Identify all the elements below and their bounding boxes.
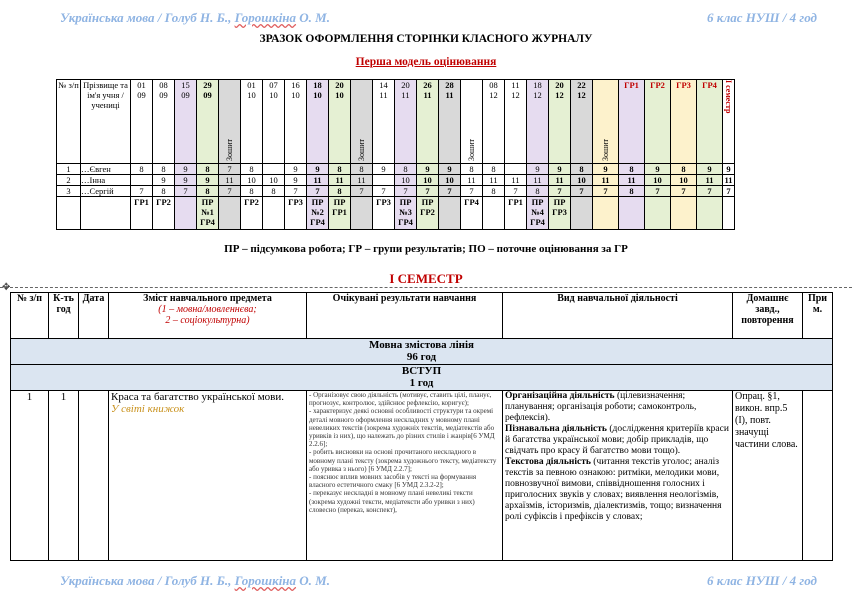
activity-desc: (читання текстів уголос; аналіз текстів за певною ознакою: ритміки, мелодики мови, повнозвучної вимови, співвідношення голосних і приголосних звуків у словах; виявлення неологізмів, архаїзмів, історизмів, діалектизмів, тощо; визначення ролі суфіксів і префіксів у словах; bbox=[505, 457, 722, 522]
legend: ПР – підсумкова робота; ГР – групи результатів; ПО – поточне оцінювання за ГР bbox=[224, 243, 628, 255]
work-label: ГР4 bbox=[464, 197, 479, 207]
dashed-divider bbox=[0, 287, 852, 288]
student-mark: 11 bbox=[483, 175, 505, 186]
work-label: ГР2 bbox=[244, 197, 259, 207]
work-label: ПР bbox=[201, 197, 214, 207]
work-label: №2 bbox=[311, 207, 324, 217]
student-mark: 8 bbox=[263, 186, 285, 197]
journal-date-header bbox=[153, 80, 175, 164]
work-label: ПР bbox=[421, 197, 434, 207]
student-mark: 7 bbox=[285, 186, 307, 197]
student-mark: 9 bbox=[723, 164, 735, 175]
student-mark: 9 bbox=[373, 164, 395, 175]
activity-type: Організаційна діяльність bbox=[505, 391, 615, 401]
work-label: ГР3 bbox=[288, 197, 303, 207]
date-month: 09 bbox=[203, 90, 212, 100]
student-mark: 9 bbox=[153, 175, 175, 186]
student-mark: 7 bbox=[439, 186, 461, 197]
student-mark: 9 bbox=[593, 164, 619, 175]
footer-left: Українська мова / Голуб Н. Б., Горошкіна О. М. bbox=[60, 573, 330, 588]
journal-date-header bbox=[723, 80, 735, 164]
student-mark: 7 bbox=[351, 186, 373, 197]
date-month: 12 bbox=[533, 90, 542, 100]
student-mark: 9 bbox=[417, 164, 439, 175]
zoshyt-label: Зошит bbox=[600, 139, 610, 161]
col-date: Дата bbox=[79, 293, 109, 339]
journal-work-cell bbox=[671, 197, 697, 230]
col-activity: Вид навчальної діяльності bbox=[503, 293, 733, 339]
date-day: 11 bbox=[511, 80, 520, 90]
student-mark: 11 bbox=[724, 175, 733, 185]
row-date bbox=[79, 391, 109, 561]
journal-date-header bbox=[697, 80, 723, 164]
journal-work-cell bbox=[307, 197, 329, 230]
journal-date-header bbox=[417, 80, 439, 164]
journal-work-cell bbox=[417, 197, 439, 230]
student-mark: 11 bbox=[461, 175, 483, 186]
journal-work-cell bbox=[395, 197, 417, 230]
student-mark: 8 bbox=[241, 186, 263, 197]
student-mark: 7 bbox=[461, 186, 483, 197]
activity-item bbox=[505, 457, 730, 523]
student-mark: 7 bbox=[593, 186, 619, 197]
student-num: 3 bbox=[57, 186, 81, 197]
header-left: Українська мова / Голуб Н. Б., Горошкіна О. М. bbox=[60, 10, 330, 25]
journal-work-cell bbox=[175, 197, 197, 230]
student-mark: 9 bbox=[697, 164, 723, 175]
student-mark: 7 bbox=[645, 186, 671, 197]
journal-work-cell bbox=[461, 197, 483, 230]
journal-work-cell bbox=[439, 197, 461, 230]
work-label: ГР1 bbox=[332, 207, 347, 217]
outcome-item: - Організовує свою діяльність (мотивує, ставить цілі, планує, прогнозує, контролює, здійснює рефлексію, коригує); bbox=[309, 391, 492, 408]
journal-date-header bbox=[461, 80, 483, 164]
student-mark: 9 bbox=[549, 164, 571, 175]
journal-date-header bbox=[197, 80, 219, 164]
date-day: 29 bbox=[203, 80, 212, 90]
work-label: ГР1 bbox=[508, 197, 523, 207]
date-month: 10 bbox=[335, 90, 344, 100]
date-month: 11 bbox=[379, 90, 388, 100]
journal-date-header bbox=[351, 80, 373, 164]
student-mark: 7 bbox=[395, 186, 417, 197]
date-month: 12 bbox=[555, 90, 564, 100]
date-day: 28 bbox=[445, 80, 454, 90]
group-header: ГР1 bbox=[624, 80, 639, 90]
zoshyt-label: Зошит bbox=[224, 139, 234, 161]
date-month: 11 bbox=[401, 90, 410, 100]
student-mark: 10 bbox=[571, 175, 593, 186]
student-mark: 7 bbox=[671, 186, 697, 197]
journal-work-cell bbox=[549, 197, 571, 230]
student-mark: 11 bbox=[697, 175, 723, 186]
header-right: 6 клас НУШ / 4 год bbox=[706, 10, 817, 25]
journal-date-header bbox=[373, 80, 395, 164]
journal-work-cell bbox=[593, 197, 619, 230]
work-label: ПР bbox=[399, 197, 412, 207]
student-mark: 9 bbox=[307, 164, 329, 175]
date-day: 18 bbox=[313, 80, 322, 90]
date-month: 10 bbox=[291, 90, 300, 100]
student-mark: 8 bbox=[527, 186, 549, 197]
student-mark bbox=[131, 175, 153, 186]
student-num: 2 bbox=[57, 175, 81, 186]
date-month: 10 bbox=[247, 90, 256, 100]
student-mark: 10 bbox=[395, 175, 417, 186]
activity-item bbox=[505, 391, 730, 424]
activity-type: Пізнавальна діяльність bbox=[505, 424, 607, 434]
journal-date-header bbox=[593, 80, 619, 164]
journal-work-cell bbox=[619, 197, 645, 230]
student-name: …Інна bbox=[81, 175, 131, 186]
student-mark: 11 bbox=[527, 175, 549, 186]
student-mark: 11 bbox=[619, 175, 645, 186]
line-band: Мовна змістова лінія 96 год bbox=[11, 339, 833, 365]
student-mark: 7 bbox=[549, 186, 571, 197]
student-mark: 9 bbox=[439, 164, 461, 175]
journal-date-header bbox=[307, 80, 329, 164]
work-label: ГР3 bbox=[552, 207, 567, 217]
journal-date-header bbox=[219, 80, 241, 164]
col-content: Зміст навчального предмета (1 – мовна/мовленнєва; 2 – соціокультурна) bbox=[109, 293, 307, 339]
date-month: 09 bbox=[181, 90, 190, 100]
student-mark: 10 bbox=[263, 175, 285, 186]
journal-work-cell bbox=[131, 197, 153, 230]
journal-work-cell bbox=[351, 197, 373, 230]
date-month: 12 bbox=[489, 90, 498, 100]
work-label: ГР4 bbox=[200, 217, 215, 227]
work-label: ГР4 bbox=[310, 217, 325, 227]
date-month: 12 bbox=[511, 90, 520, 100]
move-handle-icon[interactable]: ✥ bbox=[2, 282, 11, 293]
journal-date-header bbox=[483, 80, 505, 164]
student-mark: 8 bbox=[153, 186, 175, 197]
work-label: ПР bbox=[553, 197, 566, 207]
date-month: 09 bbox=[137, 90, 146, 100]
outcome-item: - робить висновки на основі прочитаного нескладного в мовному плані тексту (зокрема художнього тексту, медіатексту або уривка з нього) [6 УМД 2.2.7]; bbox=[309, 448, 497, 473]
student-mark bbox=[505, 164, 527, 175]
student-mark: 7 bbox=[219, 164, 241, 175]
work-label: ГР1 bbox=[134, 197, 149, 207]
intro-band: ВСТУП 1 год bbox=[11, 365, 833, 391]
work-label: ГР2 bbox=[420, 207, 435, 217]
student-mark: 9 bbox=[285, 175, 307, 186]
student-mark: 9 bbox=[175, 164, 197, 175]
student-mark: 11 bbox=[505, 175, 527, 186]
date-month: 09 bbox=[159, 90, 168, 100]
journal-date-header bbox=[527, 80, 549, 164]
date-day: 20 bbox=[335, 80, 344, 90]
student-mark: 10 bbox=[439, 175, 461, 186]
date-day: 01 bbox=[137, 80, 146, 90]
journal-date-header bbox=[619, 80, 645, 164]
bottom-empty bbox=[81, 197, 131, 230]
student-mark: 8 bbox=[483, 186, 505, 197]
student-mark: 8 bbox=[483, 164, 505, 175]
outcome-item: - переказує нескладні в мовному плані невеликі тексти (зокрема художні тексти, медіатексти або уривки з них) словесно (переказ, конспект), bbox=[309, 489, 475, 514]
date-month: 11 bbox=[445, 90, 454, 100]
date-month: 10 bbox=[269, 90, 278, 100]
page-header bbox=[0, 6, 852, 28]
student-mark: 7 bbox=[307, 186, 329, 197]
student-mark: 7 bbox=[373, 186, 395, 197]
date-day: 20 bbox=[555, 80, 564, 90]
student-mark: 8 bbox=[461, 164, 483, 175]
work-label: ГР4 bbox=[398, 217, 413, 227]
journal-work-cell bbox=[505, 197, 527, 230]
journal-date-header bbox=[241, 80, 263, 164]
journal-date-header bbox=[395, 80, 417, 164]
student-mark bbox=[373, 175, 395, 186]
student-mark bbox=[263, 164, 285, 175]
semester-title: І СЕМЕСТР bbox=[389, 271, 463, 286]
student-name: …Євген bbox=[81, 164, 131, 175]
activity-type: Текстова діяльність bbox=[505, 457, 591, 467]
row-outcomes bbox=[307, 391, 503, 561]
activity-desc: (цілевизначення; планування; організація роботи; самоконтроль, рефлексія). bbox=[505, 391, 697, 423]
student-mark: 7 bbox=[417, 186, 439, 197]
bottom-empty bbox=[57, 197, 81, 230]
journal-date-header bbox=[263, 80, 285, 164]
zoshyt-label: Зошит bbox=[356, 139, 366, 161]
date-day: 01 bbox=[247, 80, 256, 90]
semester-vertical-label: І семестр bbox=[724, 80, 733, 114]
student-mark: 8 bbox=[329, 186, 351, 197]
student-mark: 7 bbox=[219, 186, 241, 197]
work-label: ГР2 bbox=[156, 197, 171, 207]
work-label: №4 bbox=[531, 207, 544, 217]
student-mark: 7 bbox=[723, 186, 735, 197]
journal-work-cell bbox=[527, 197, 549, 230]
row-note bbox=[803, 391, 833, 561]
student-mark: 9 bbox=[645, 164, 671, 175]
student-mark: 7 bbox=[571, 186, 593, 197]
student-name: …Сергій bbox=[81, 186, 131, 197]
col-num: № з/п bbox=[11, 293, 49, 339]
work-label: ГР3 bbox=[376, 197, 391, 207]
student-mark: 8 bbox=[197, 186, 219, 197]
student-mark: 11 bbox=[307, 175, 329, 186]
zoshyt-label: Зошит bbox=[466, 139, 476, 161]
journal-work-cell bbox=[483, 197, 505, 230]
student-mark: 7 bbox=[697, 186, 723, 197]
student-mark: 10 bbox=[671, 175, 697, 186]
journal-date-header bbox=[175, 80, 197, 164]
student-mark: 7 bbox=[505, 186, 527, 197]
journal-work-cell bbox=[241, 197, 263, 230]
journal-work-cell bbox=[697, 197, 723, 230]
journal-work-cell bbox=[723, 197, 735, 230]
journal-date-header bbox=[285, 80, 307, 164]
row-homework: Опрац. §1, викон. впр.5 (І), повт. значущі частини слова. bbox=[733, 391, 803, 561]
student-mark: 8 bbox=[329, 164, 351, 175]
journal-date-header bbox=[571, 80, 593, 164]
journal-work-cell bbox=[153, 197, 175, 230]
date-month: 12 bbox=[577, 90, 586, 100]
student-mark: 9 bbox=[285, 164, 307, 175]
student-mark: 9 bbox=[175, 175, 197, 186]
work-label: ПР bbox=[311, 197, 324, 207]
col-outcomes: Очікувані результати навчання bbox=[307, 293, 503, 339]
student-num: 1 bbox=[57, 164, 81, 175]
col-hours: К-ть год bbox=[49, 293, 79, 339]
journal-work-cell bbox=[219, 197, 241, 230]
work-label: ПР bbox=[531, 197, 544, 207]
date-day: 15 bbox=[181, 80, 190, 90]
journal-date-header bbox=[329, 80, 351, 164]
journal-work-cell bbox=[285, 197, 307, 230]
date-month: 11 bbox=[423, 90, 432, 100]
date-day: 22 bbox=[577, 80, 586, 90]
footer-right: 6 клас НУШ / 4 год bbox=[706, 573, 817, 588]
student-mark: 11 bbox=[219, 175, 241, 186]
journal-work-cell bbox=[263, 197, 285, 230]
student-mark: 10 bbox=[417, 175, 439, 186]
student-mark: 9 bbox=[197, 175, 219, 186]
activity-item bbox=[505, 424, 730, 457]
plan-table bbox=[10, 292, 833, 561]
journal-work-cell bbox=[645, 197, 671, 230]
student-mark: 7 bbox=[175, 186, 197, 197]
date-day: 08 bbox=[489, 80, 498, 90]
page-title: ЗРАЗОК ОФОРМЛЕННЯ СТОРІНКИ КЛАСНОГО ЖУРНАЛУ bbox=[259, 33, 593, 45]
student-mark: 11 bbox=[549, 175, 571, 186]
activity-desc: (дослідження критеріїв краси й багатства української мови; добір прикладів, що свідчать про красу й багатство мови тощо). bbox=[505, 424, 729, 456]
journal-date-header bbox=[671, 80, 697, 164]
student-mark: 8 bbox=[395, 164, 417, 175]
student-mark: 8 bbox=[619, 186, 645, 197]
date-day: 20 bbox=[401, 80, 410, 90]
student-mark: 8 bbox=[671, 164, 697, 175]
page-subtitle: Перша модель оцінювання bbox=[355, 56, 497, 68]
student-mark: 10 bbox=[645, 175, 671, 186]
student-mark: 8 bbox=[241, 164, 263, 175]
outcome-item: - характеризує деякі основні особливості структури та окремі деталі мовного оформлення нескладних у мовному плані невеликих текстів (зокрема художніх текстів, медіатекстів або уривків із них), що належать до різних стилів і жанрів[6 УМД 2.2.6]; bbox=[309, 407, 495, 449]
work-label: №3 bbox=[399, 207, 412, 217]
student-mark: 8 bbox=[131, 164, 153, 175]
journal-num-header: № з/п bbox=[57, 80, 81, 164]
student-mark: 8 bbox=[571, 164, 593, 175]
journal-table bbox=[56, 79, 735, 230]
row-num: 1 bbox=[11, 391, 49, 561]
group-header: ГР2 bbox=[650, 80, 665, 90]
date-day: 26 bbox=[423, 80, 432, 90]
group-header: ГР3 bbox=[676, 80, 691, 90]
student-mark: 8 bbox=[197, 164, 219, 175]
student-mark: 8 bbox=[153, 164, 175, 175]
journal-date-header bbox=[549, 80, 571, 164]
student-mark: 9 bbox=[527, 164, 549, 175]
student-mark: 10 bbox=[241, 175, 263, 186]
journal-work-cell bbox=[373, 197, 395, 230]
outcome-item: - пояснює вплив мовних засобів у тексті на формування власного естетичного смаку [6 УМД 2.3.2-2]; bbox=[309, 473, 477, 490]
journal-date-header bbox=[131, 80, 153, 164]
col-note: При м. bbox=[803, 293, 833, 339]
date-day: 07 bbox=[269, 80, 278, 90]
journal-date-header bbox=[505, 80, 527, 164]
row-topic: Краса та багатство української мови. У світі книжок bbox=[109, 391, 307, 561]
student-mark: 11 bbox=[351, 175, 373, 186]
journal-work-cell bbox=[329, 197, 351, 230]
journal-date-header bbox=[645, 80, 671, 164]
journal-work-cell bbox=[197, 197, 219, 230]
col-homework: Домашнє завд., повторення bbox=[733, 293, 803, 339]
student-mark: 11 bbox=[593, 175, 619, 186]
row-hours: 1 bbox=[49, 391, 79, 561]
date-month: 10 bbox=[313, 90, 322, 100]
student-mark: 8 bbox=[351, 164, 373, 175]
journal-name-header: Прізвище та ім'я учня / учениці bbox=[81, 80, 131, 164]
student-mark: 7 bbox=[131, 186, 153, 197]
date-day: 08 bbox=[159, 80, 168, 90]
row-activity bbox=[503, 391, 733, 561]
date-day: 14 bbox=[379, 80, 388, 90]
journal-work-cell bbox=[571, 197, 593, 230]
date-day: 18 bbox=[533, 80, 542, 90]
journal-date-header bbox=[439, 80, 461, 164]
student-mark: 8 bbox=[619, 164, 645, 175]
work-label: ГР4 bbox=[530, 217, 545, 227]
student-mark: 11 bbox=[329, 175, 351, 186]
group-header: ГР4 bbox=[702, 80, 717, 90]
work-label: №1 bbox=[201, 207, 214, 217]
date-day: 16 bbox=[291, 80, 300, 90]
page-footer bbox=[0, 569, 852, 591]
work-label: ПР bbox=[333, 197, 346, 207]
